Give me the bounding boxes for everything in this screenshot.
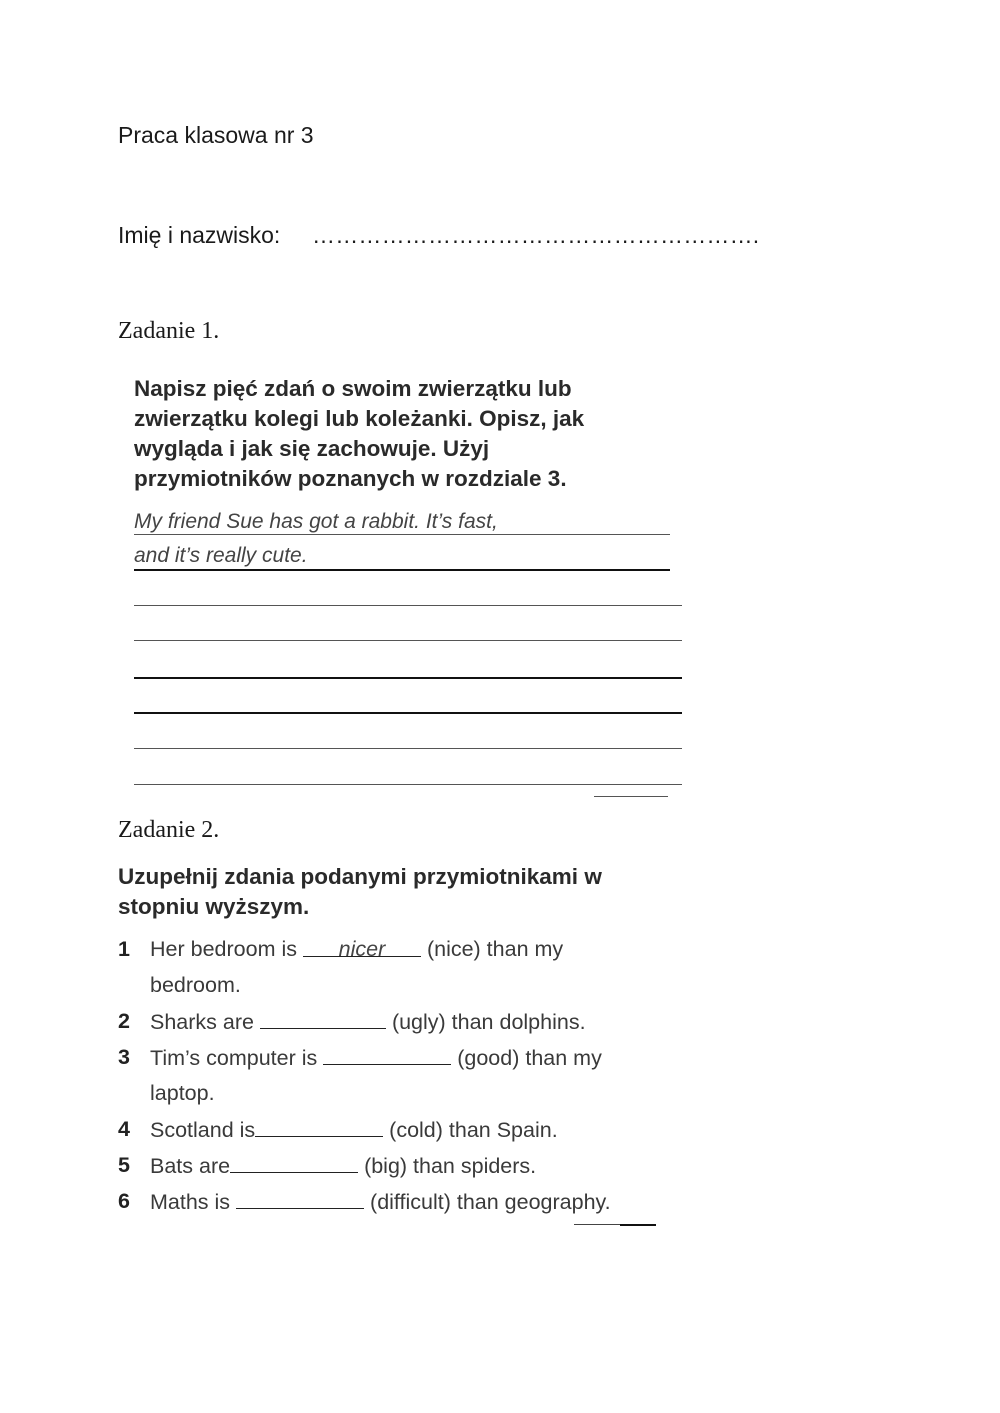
item-number: 3 (118, 1045, 130, 1069)
item-text-before: Tim’s computer is (150, 1046, 318, 1070)
task2-instruction-line: stopniu wyższym. (118, 894, 310, 919)
writing-line[interactable] (134, 712, 682, 714)
task1-example-line-1: My friend Sue has got a rabbit. It’s fast, (134, 510, 498, 533)
name-field[interactable]: …………………………………………………. (312, 222, 760, 248)
writing-line (134, 534, 670, 535)
item-text-continued: laptop. (150, 1081, 215, 1105)
item-text-before: Sharks are (150, 1010, 254, 1034)
task1-instruction-line: przymiotników poznanych w rozdziale 3. (134, 466, 567, 491)
item-number: 4 (118, 1117, 130, 1141)
item-text-after: (big) than spiders. (364, 1154, 537, 1178)
item-text-after: (ugly) than dolphins. (391, 1010, 586, 1034)
item-number: 6 (118, 1189, 130, 1213)
answer-blank[interactable] (303, 934, 421, 961)
score-line (574, 1224, 620, 1225)
answer-value: nicer (338, 937, 386, 961)
score-line (620, 1224, 656, 1226)
item-text-continued: bedroom. (150, 973, 241, 997)
item-number: 1 (118, 937, 130, 961)
item-text-after: (cold) than Spain. (389, 1118, 558, 1142)
name-label: Imię i nazwisko: (118, 222, 281, 248)
writing-line[interactable] (134, 748, 682, 749)
writing-line[interactable] (134, 677, 682, 679)
task1-instruction-line: zwierzątku kolegi lub koleżanki. Opisz, jak (134, 406, 585, 431)
item-text-before: Maths is (150, 1190, 231, 1214)
score-line (594, 796, 668, 797)
writing-line[interactable] (134, 605, 682, 606)
writing-line[interactable] (134, 784, 682, 785)
item-number: 5 (118, 1153, 130, 1177)
item-text-after: (good) than my (457, 1046, 602, 1070)
item-text-before: Her bedroom is (150, 937, 297, 961)
item-text-before: Scotland is (150, 1118, 256, 1142)
writing-line[interactable] (134, 640, 682, 641)
task1-example-line-2: and it’s really cute. (134, 544, 308, 567)
item-text-before: Bats are (150, 1154, 231, 1178)
task1-instruction (134, 374, 694, 494)
task1-instruction-line: wygląda i jak się zachowuje. Użyj (134, 436, 490, 461)
answer-blank[interactable] (236, 1186, 364, 1209)
item-number: 2 (118, 1009, 130, 1033)
task2-instruction-line: Uzupełnij zdania podanymi przymiotnikami w (118, 864, 602, 889)
item-text-after: (difficult) than geography. (370, 1190, 611, 1214)
item-text-after: (nice) than my (426, 937, 564, 961)
answer-blank[interactable] (260, 1006, 386, 1029)
task1-heading: Zadanie 1. (118, 318, 220, 344)
page-title: Praca klasowa nr 3 (118, 122, 314, 148)
writing-line (134, 569, 670, 571)
task2-instruction (118, 862, 698, 922)
task1-instruction-line: Napisz pięć zdań o swoim zwierzątku lub (134, 376, 572, 401)
answer-blank[interactable] (323, 1042, 451, 1065)
answer-blank[interactable] (230, 1150, 358, 1173)
task2-heading: Zadanie 2. (118, 817, 220, 843)
answer-blank[interactable] (255, 1114, 383, 1137)
